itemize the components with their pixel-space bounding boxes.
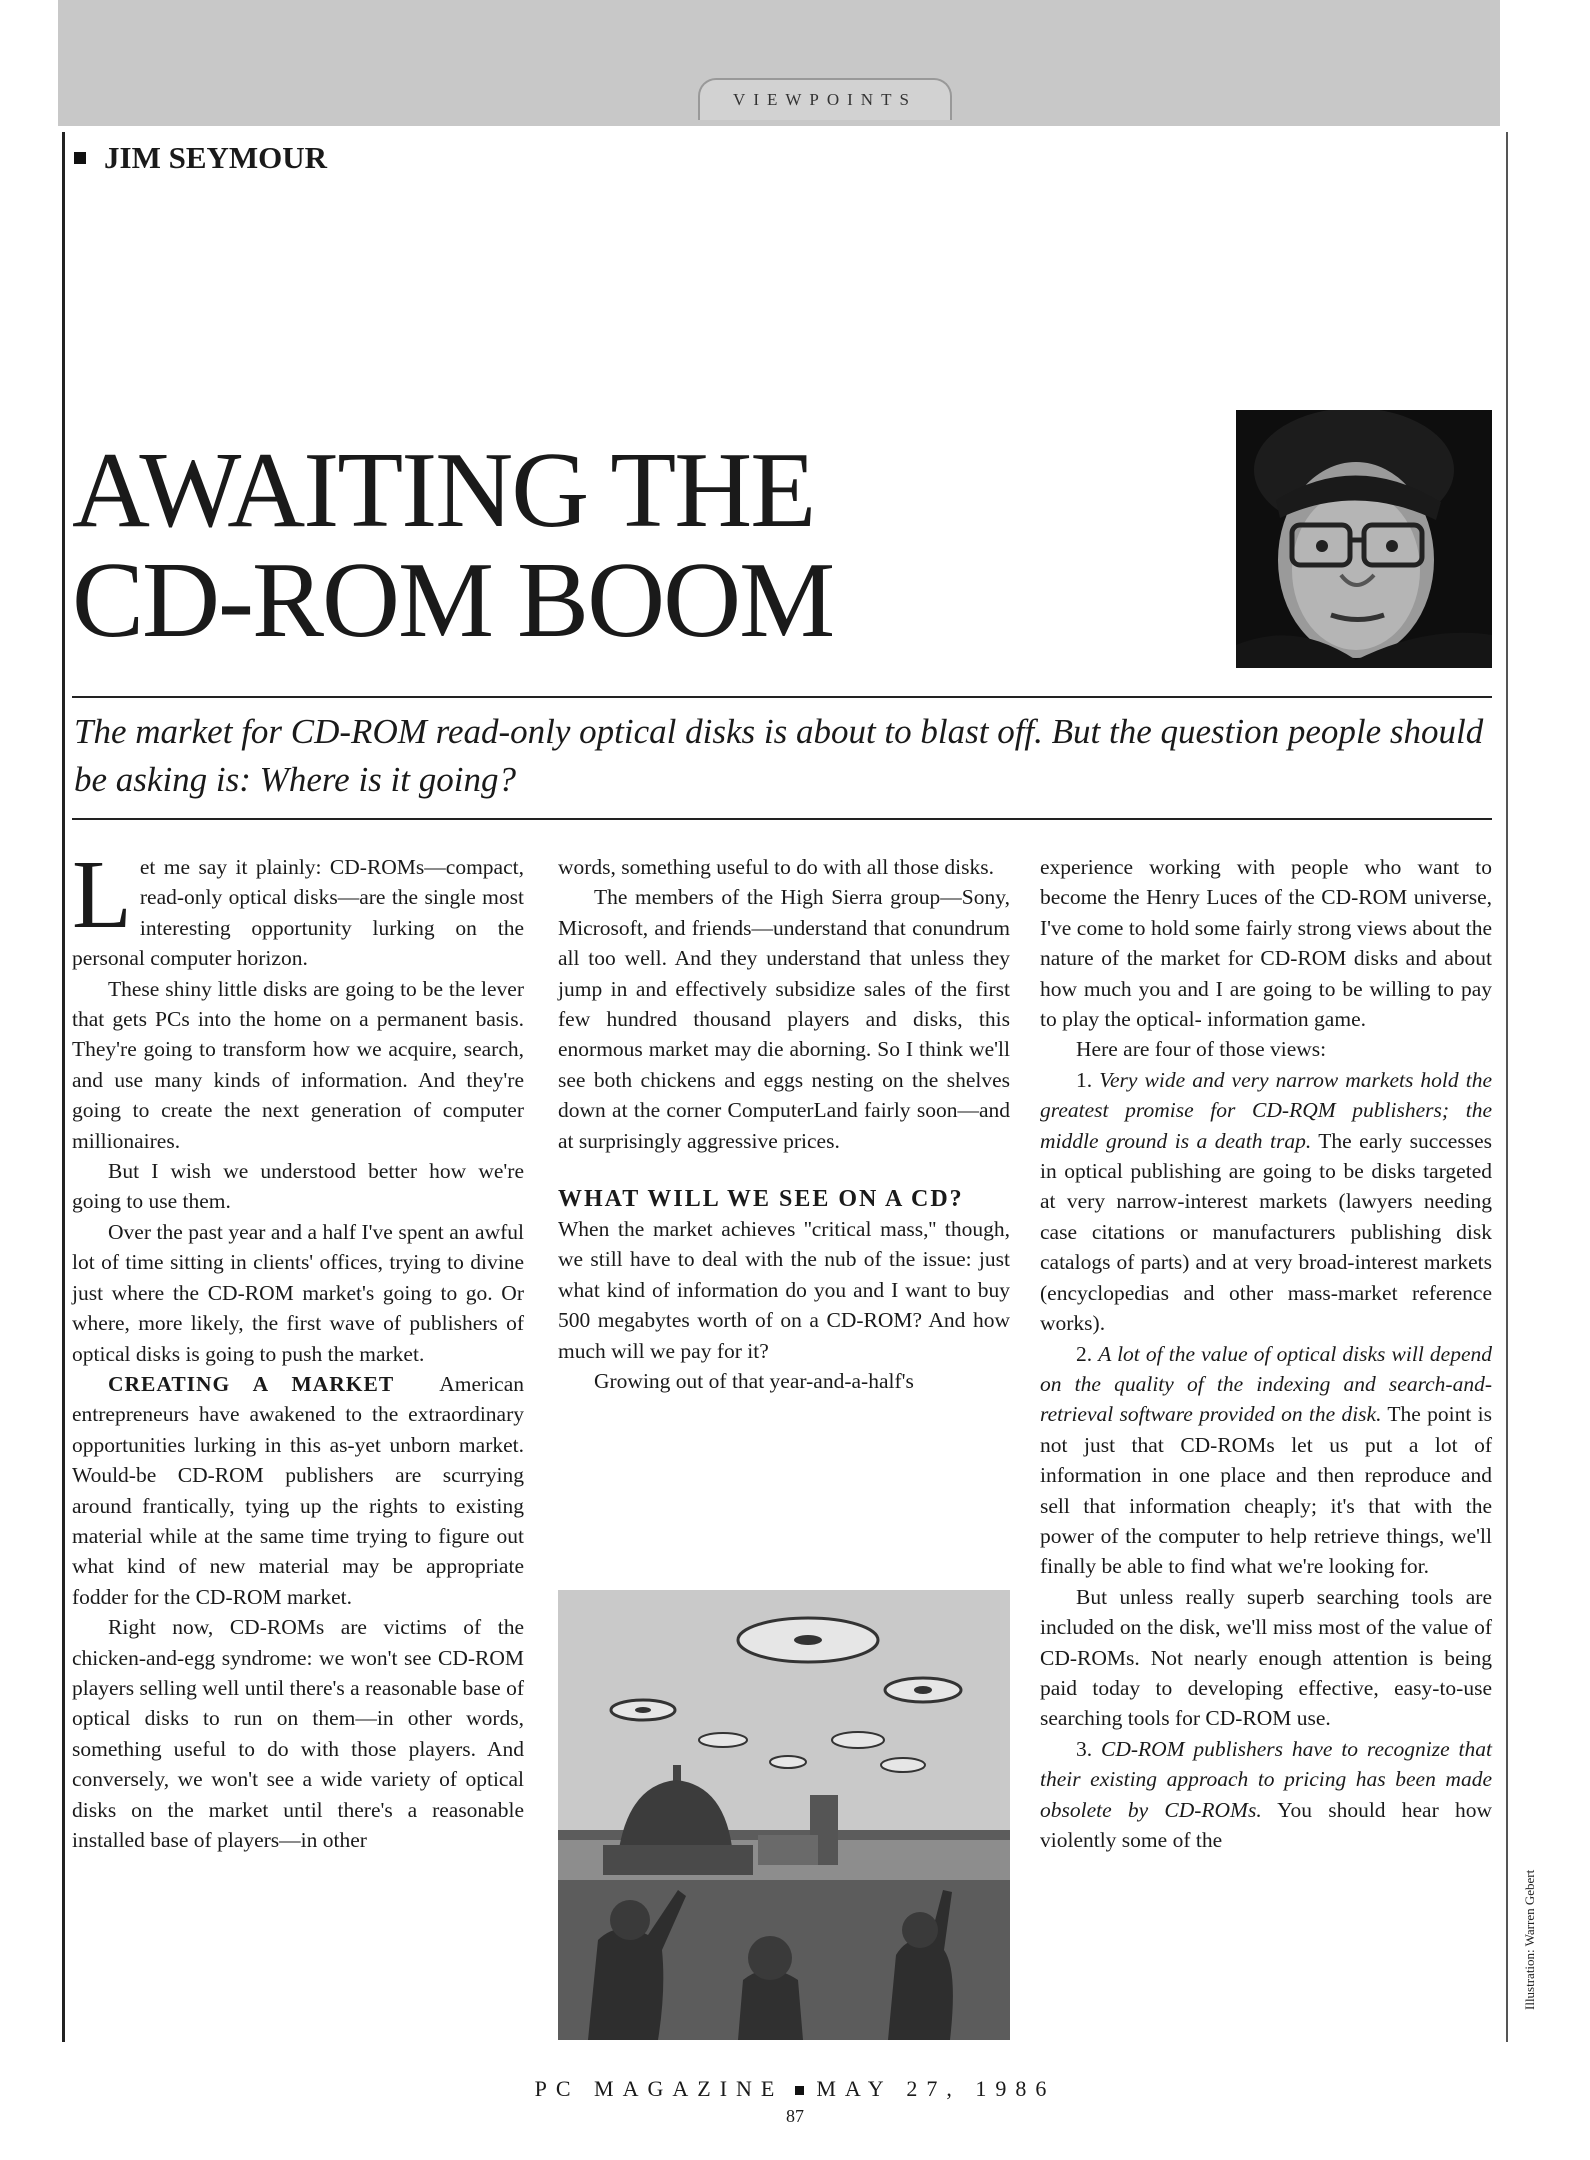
section-tab <box>698 78 952 120</box>
paragraph: When the market achieves ''critical mass,'' though, we still have to deal with the nub of the issue: just what kind of information do you and I want to buy 500 megabytes worth of on a CD-ROM? And how much will we pay for it? <box>558 1217 1010 1363</box>
paragraph-text: et me say it plainly: CD-ROMs—compact, read-only optical disks—are the single most interesting opportunity lurking on the personal computer horizon. <box>72 855 524 971</box>
headline <box>72 431 1152 660</box>
view-statement: Very wide and very narrow markets hold the greatest promise for CD-RQM publishers; the middle ground is a death trap. <box>1040 1067 1493 1153</box>
left-column-rule <box>62 132 65 2042</box>
right-column-rule <box>1506 132 1508 2042</box>
headline-line-1: AWAITING THE <box>72 431 815 550</box>
section-label: VIEWPOINTS <box>733 90 917 109</box>
page-number: 87 <box>786 2106 804 2126</box>
illustration <box>558 1590 1010 2040</box>
paragraph: Here are four of those views: <box>1076 1037 1327 1062</box>
paragraph-text: You should hear how violently some of the <box>1040 1797 1492 1852</box>
paragraph: These shiny little disks are going to be the lever that gets PCs into the home on a permanent basis. They're going to transform how we acquire, search, and use many kinds of information. And they're going to create the next generation of computer millionaires. <box>72 976 524 1153</box>
paragraph <box>1040 1734 1492 1856</box>
drop-cap: L <box>72 841 132 949</box>
headline-line-2: CD-ROM BOOM <box>72 541 834 660</box>
paragraph: But unless really superb searching tools are included on the disk, we'll miss most of the value of CD-ROMs. Not nearly enough attention is being paid today to developing effective, easy-to-use searching tools for CD-ROM use. <box>1040 1584 1492 1731</box>
list-number: 1. <box>1076 1067 1093 1092</box>
column-3 <box>1040 852 1492 1855</box>
issue-date: MAY 27, 1986 <box>816 2076 1056 2101</box>
rule-below-deck <box>72 818 1492 820</box>
rule-above-deck <box>72 696 1492 698</box>
byline <box>74 140 327 176</box>
bullet-square-icon <box>74 152 86 164</box>
paragraph <box>72 841 524 974</box>
page-footer <box>0 2076 1590 2102</box>
paragraph: The members of the High Sierra group—Sony, Microsoft, and friends—understand that conundrum all too well. And they understand that unless they jump in and effectively subsidize sales of the first few hundred thousand players and disks, this enormous market may die aborning. So I think we'll see both chickens and eggs nesting on the shelves down at the corner ComputerLand fairly soon—and at surprisingly aggressive prices. <box>558 885 1010 1153</box>
author-photo <box>1236 410 1492 668</box>
view-statement: CD-ROM publishers have to recognize that their existing approach to pricing has been made obsolete by CD-ROMs. <box>1040 1736 1492 1822</box>
column-2 <box>558 852 1010 1397</box>
paragraph <box>72 1369 524 1612</box>
list-number: 3. <box>1076 1736 1093 1761</box>
magazine-name: PC MAGAZINE <box>534 2076 784 2101</box>
illustration-credit: Illustration: Warren Gebert <box>1522 1869 1537 2010</box>
subhead-creating-market: CREATING A MARKET <box>108 1371 395 1396</box>
bullet-square-icon <box>795 2086 804 2095</box>
paragraph <box>1040 1339 1492 1582</box>
paragraph-text: The point is not just that CD-ROMs let us put a lot of information in one place and then reproduce and sell that information cheaply; it's that with the power of the computer to help retrieve things, we'll finally be able to find what we're looking for. <box>1040 1402 1492 1579</box>
paragraph-text: American entrepreneurs have awakened to the extraordinary opportunities lurking in this as-yet unborn market. Would-be CD-ROM publishers are scurrying around frantically, tying up the rights to existing material while at the same time trying to figure out what kind of new material may be appropriate fodder for the CD-ROM market. <box>72 1371 525 1609</box>
list-number: 2. <box>1076 1341 1093 1366</box>
paragraph: experience working with people who want to become the Henry Luces of the CD-ROM universe, I've come to hold some fairly strong views about the nature of the market for CD-ROM disks and about how much you and I are going to be willing to pay to play the optical- information game. <box>1040 855 1492 1032</box>
column-1 <box>72 841 525 1855</box>
author-name: JIM SEYMOUR <box>104 140 328 175</box>
view-statement: A lot of the value of optical disks will depend on the quality of the indexing and search-and-retrieval software provided on the disk. <box>1040 1341 1492 1427</box>
paragraph-text: The early successes in optical publishing are going to be disks targeted at very narrow-interest markets (lawyers needing case citations or manufacturers publishing disk catalogs of parts) and at very broad-interest markets (encyclopedias and other mass-market reference works). <box>1040 1128 1492 1336</box>
header-band <box>58 0 1500 126</box>
paragraph: words, something useful to do with all those disks. <box>558 855 994 879</box>
paragraph: Right now, CD-ROMs are victims of the chicken-and-egg syndrome: we won't see CD-ROM players selling well until there's a reasonable base of optical disks to run on them—in other words, something useful to do with those players. And conversely, we won't see a wide variety of optical disks on the market until there's a reasonable installed base of players—in other <box>72 1615 524 1852</box>
deck: The market for CD-ROM read-only optical disks is about to blast off. But the question people should be asking is: Where is it going? <box>74 712 1484 799</box>
paragraph <box>1040 1065 1492 1339</box>
paragraph: Over the past year and a half I've spent an awful lot of time sitting in clients' offices, trying to divine just where the CD-ROM market's going to go. Or where, more likely, the first wave of publishers of optical disks is going to push the market. <box>72 1219 524 1366</box>
paragraph: Growing out of that year-and-a-half's <box>594 1369 914 1394</box>
paragraph: But I wish we understood better how we're going to use them. <box>72 1159 524 1214</box>
subhead-what-will-we-see: WHAT WILL WE SEE ON A CD? <box>558 1186 964 1213</box>
